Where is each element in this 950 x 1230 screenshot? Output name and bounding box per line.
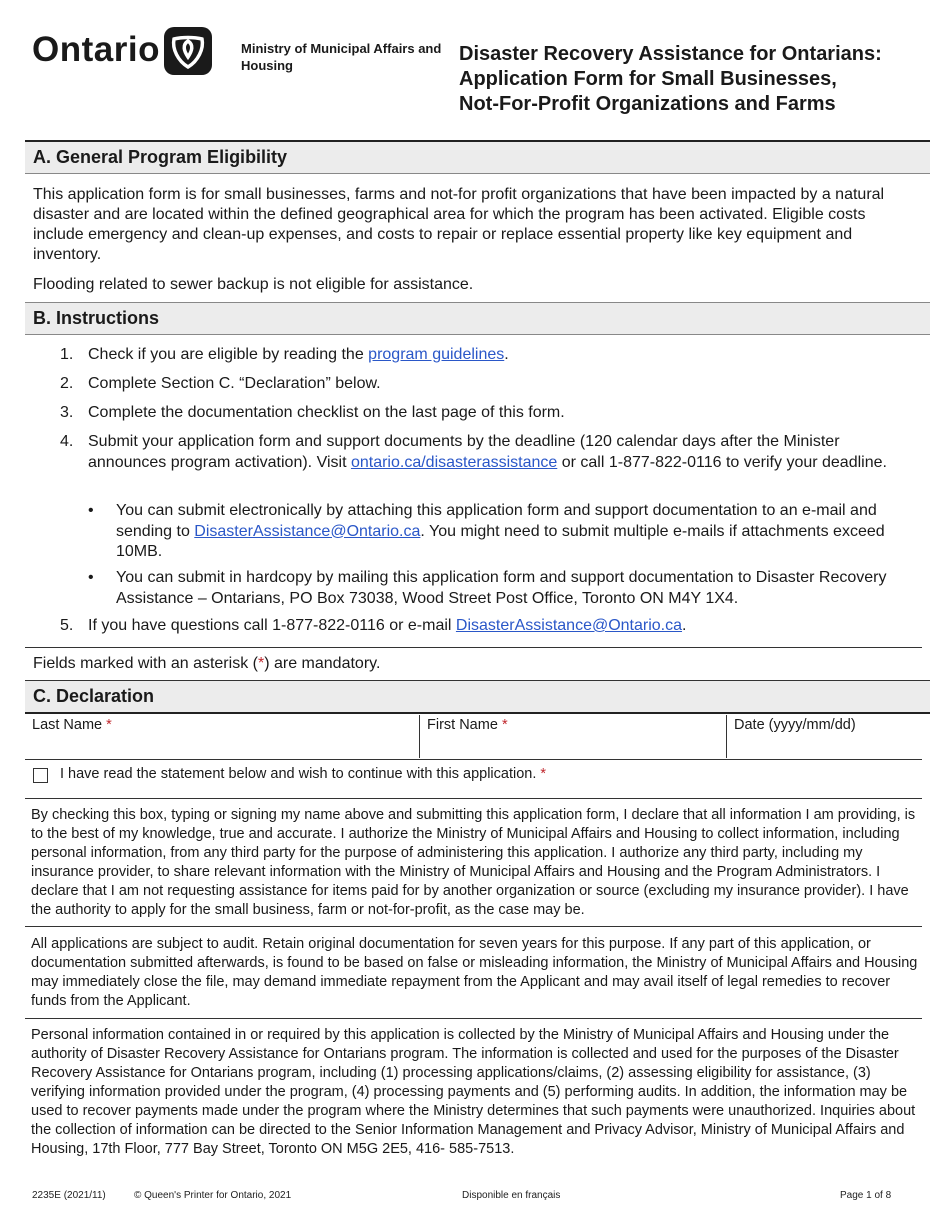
item-number: 1. [60, 346, 74, 363]
item-text: You can submit in hardcopy by mailing this application form and support documentation to Disaster Recovery Assistance – Ontarians, PO Box 73038, Wood Street Post Office, Toronto ON M4Y 1X4. [116, 569, 887, 607]
title-line: Not-For-Profit Organizations and Farms [459, 93, 836, 115]
audit-statement: All applications are subject to audit. Retain original documentation for seven years for this purpose. If any part of this application, or documentation submitted afterwards, is found to be based on false or misleading information, the Ministry of Municipal Affairs and Housing may immediately close the file, may demand immediate repayment from the Applicant and may avail itself of legal remedies to recover funds from the Applicant. [31, 936, 918, 1009]
item-text: Complete the documentation checklist on the last page of this form. [88, 404, 565, 421]
item-text: or call 1-877-822-0116 to verify your deadline. [557, 453, 887, 471]
sewer-note: Flooding related to sewer backup is not eligible for assistance. [33, 276, 474, 293]
bullet: • [88, 502, 94, 519]
bullet: • [88, 569, 94, 586]
item-text: Complete Section C. “Declaration” below. [88, 375, 381, 392]
ministry-name: Ministry of Municipal Affairs and Housing [241, 41, 442, 73]
item-number: 5. [60, 617, 74, 634]
mandatory-note [33, 654, 918, 674]
checkbox-label [60, 766, 546, 782]
ontario-logo-text: Ontario [32, 30, 160, 69]
field-label: Last Name [32, 717, 103, 733]
disaster-assistance-site-link[interactable]: ontario.ca/disasterassistance [350, 453, 558, 471]
field-label: Date (yyyy/mm/dd) [734, 717, 856, 733]
asterisk: * [257, 655, 265, 672]
section-c-heading: C. Declaration [25, 680, 930, 714]
item-text: You can submit electronically by attaching this application form and support documentation to an e-mail and sending to [116, 502, 877, 540]
item-text: Submit your application form and support documents by the deadline (120 calendar days after the Minister announces program activation). Visit [88, 433, 840, 471]
item-number: 4. [60, 433, 74, 450]
declaration-checkbox[interactable] [33, 768, 48, 783]
email-link[interactable]: DisasterAssistance@Ontario.ca [194, 522, 421, 540]
note-text: Fields marked with an asterisk ( [33, 655, 258, 672]
last-name-field[interactable] [25, 715, 420, 758]
item-text: . [682, 617, 687, 634]
program-guidelines-link[interactable]: program guidelines [368, 346, 505, 363]
item-number: 3. [60, 404, 74, 421]
item-text: . [504, 346, 509, 363]
asterisk: * [540, 766, 547, 782]
section-b-heading: B. Instructions [25, 302, 930, 335]
divider [25, 798, 922, 799]
first-name-field[interactable] [419, 715, 727, 758]
item-number: 2. [60, 375, 74, 392]
asterisk: * [106, 717, 112, 733]
french-availability: Disponible en français [462, 1190, 561, 1201]
divider [25, 647, 922, 648]
copyright: © Queen's Printer for Ontario, 2021 [134, 1190, 292, 1201]
title-line: Application Form for Small Businesses, [459, 68, 837, 90]
note-text: ) are mandatory. [264, 655, 381, 672]
item-text: If you have questions call 1-877-822-0116 or e-mail [88, 617, 456, 634]
asterisk: * [501, 717, 508, 733]
label-text: I have read the statement below and wish to continue with this application. [60, 766, 537, 782]
field-label: First Name [427, 717, 498, 733]
trillium-logo-icon [164, 27, 212, 75]
divider [25, 1018, 922, 1019]
form-title [459, 42, 939, 117]
divider [25, 759, 922, 760]
divider [25, 926, 922, 927]
email-link[interactable]: DisasterAssistance@Ontario.ca [455, 617, 683, 634]
date-field[interactable] [726, 715, 922, 758]
title-line: Disaster Recovery Assistance for Ontarians: [459, 43, 882, 65]
item-text: . You might need to submit multiple e-mails if attachments exceed 10MB. [116, 522, 885, 560]
item-text: Check if you are eligible by reading the [88, 346, 369, 363]
section-a-heading: A. General Program Eligibility [25, 140, 930, 174]
form-number: 2235E (2021/11) [32, 1190, 106, 1201]
privacy-statement: Personal information contained in or required by this application is collected by the Ministry of Municipal Affairs and Housing under the authority of Disaster Recovery Assistance for Ontarians program. The information is collected and used for the purposes of the Disaster Recovery Assistance for Ontarians program, including (1) processing applications/claims, (2) assessing eligibility for assistance, (3) verifying information provided under the program, (4) processing payments and (5) performing audits. In addition, the information may be used to recover payments made under the program where the Ministry determines that such payments were unauthorized. Inquiries about the collection of information can be directed to the Senior Information Management and Privacy Advisor, Ministry of Municipal Affairs and Housing, 17th Floor, 777 Bay Street, Toronto ON M5G 2E5, 416- 585-7513. [31, 1027, 916, 1157]
declaration-statement: By checking this box, typing or signing my name above and submitting this application form, I declare that all information I am providing, is to the best of my knowledge, true and accurate. I authorize the Ministry of Municipal Affairs and Housing to collect information, including personal information, from any third party for the purpose of administering this application. I authorize any third party, including my insurance provider, to share relevant information with the Ministry of Municipal Affairs and Housing and the Program Administrators. I declare that I am not requesting assistance for items paid for by another organization or source (excluding my insurance provider). I have the authority to apply for the small business, farm or not-for-profit, as the case may be. [31, 807, 916, 918]
eligibility-paragraph: This application form is for small businesses, farms and not-for profit organizations that have been impacted by a natural disaster and are located within the defined geographical area for which the program has been activated. Eligible costs include emergency and clean-up expenses, and costs to repair or replace essential property like key equipment and inventory. [33, 186, 885, 263]
page-number: Page 1 of 8 [840, 1190, 892, 1201]
